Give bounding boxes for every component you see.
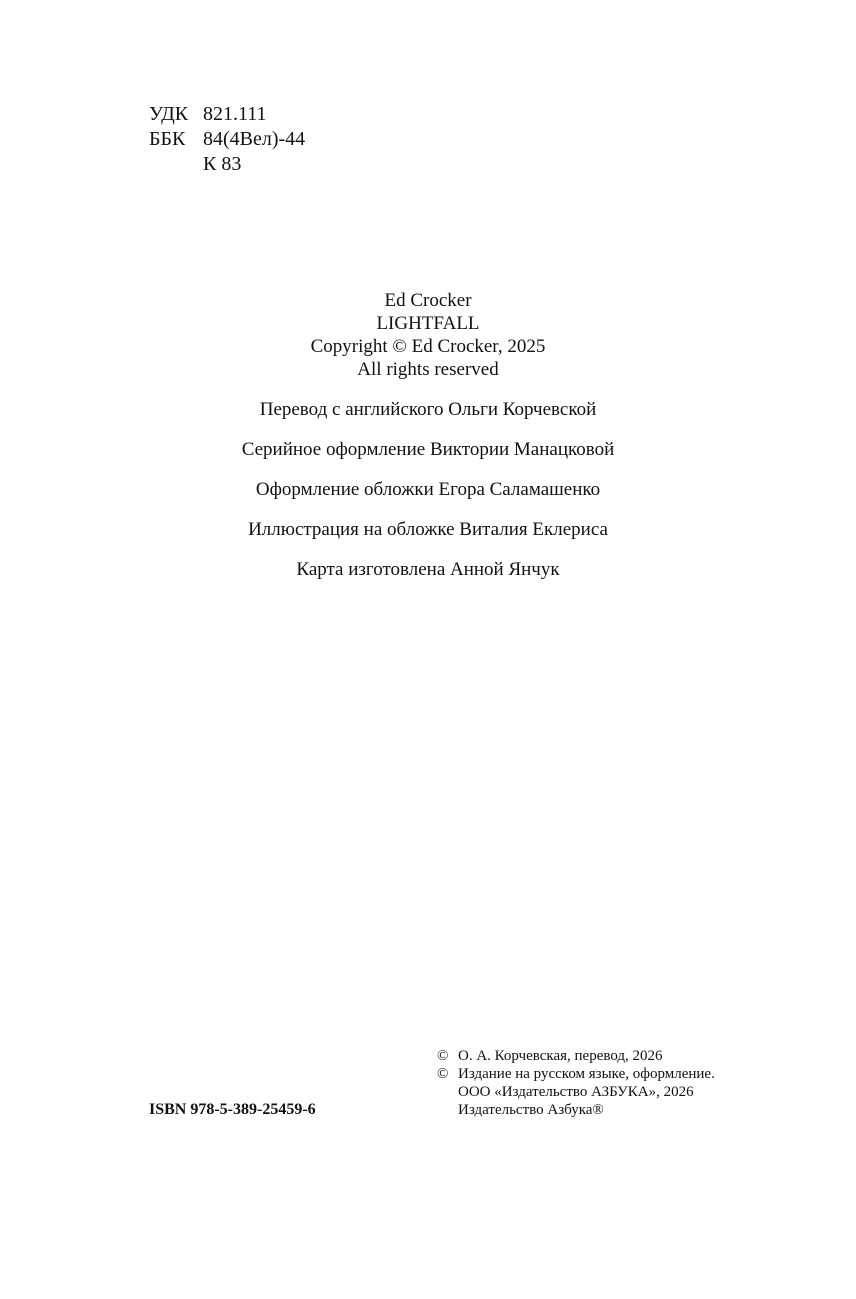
edition-copyright [437, 1065, 715, 1119]
copyright-block [437, 1047, 715, 1119]
isbn: ISBN 978-5-389-25459-6 [149, 1101, 316, 1118]
udk-row [149, 102, 305, 127]
map-credit: Карта изготовлена Анной Янчук [296, 559, 560, 580]
original-copyright: Copyright © Ed Crocker, 2025 [310, 336, 546, 357]
rights-reserved: All rights reserved [357, 359, 499, 380]
original-edition-info [0, 289, 856, 381]
cover-illustration-credit: Иллюстрация на обложке Виталия Еклериса [248, 519, 608, 540]
copyright-symbol: © [437, 1048, 449, 1064]
cover-design-credit: Оформление обложки Егора Саламашенко [255, 479, 601, 500]
translator-credit: Перевод с английского Ольги Корчевской [259, 399, 597, 420]
bbk-value: 84(4Вел)-44 [203, 128, 306, 150]
series-design-credit: Серийное оформление Виктории Манацковой [241, 439, 615, 460]
bbk-row [149, 127, 305, 152]
author-mark: К 83 [203, 153, 242, 175]
copyright-line: О. А. Корчевская, перевод, 2026 [458, 1048, 663, 1064]
original-title: LIGHTFALL [376, 313, 480, 334]
copyright-line: ООО «Издательство АЗБУКА», 2026 [458, 1084, 694, 1100]
udk-value: 821.111 [203, 103, 267, 125]
author-mark-row [149, 152, 305, 177]
imprint-center-block [0, 289, 856, 598]
original-author: Ed Crocker [384, 290, 472, 311]
translation-copyright [437, 1047, 715, 1065]
copyright-line: Издание на русском языке, оформление. [458, 1066, 715, 1082]
copyright-symbol: © [437, 1066, 449, 1082]
bbk-label: ББК [149, 128, 186, 150]
udk-label: УДК [149, 103, 189, 125]
credits-list [0, 398, 856, 581]
copyright-line: Издательство Азбука® [458, 1102, 604, 1118]
classification-block [149, 102, 305, 177]
